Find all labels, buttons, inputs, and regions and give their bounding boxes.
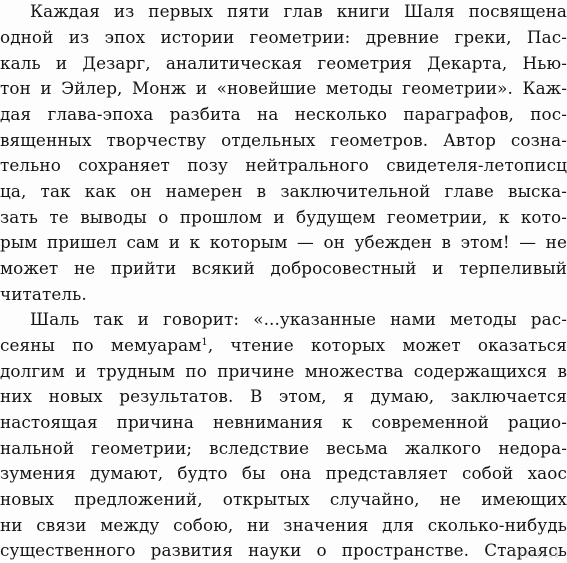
paragraph-1-line-1: Каждая из первых пяти глав книги Шаля посвящена	[30, 1, 567, 21]
footnote-marker: 1	[201, 337, 208, 348]
paragraph-2-line-8: новых предложений, открытых случайно, не имеющих	[0, 489, 567, 509]
paragraph-1-line-7: тельно сохраняет позу нейтрального свидетеля-летописц	[0, 155, 567, 175]
paragraph-1-line-12: читатель.	[0, 284, 87, 304]
paragraph-1-line-5: дая глава-эпоха разбита на несколько параграфов, пос-	[0, 104, 567, 124]
paragraph-2-line-10: существенного развития науки о пространстве. Стараясь	[0, 540, 567, 560]
paragraph-2-line-6: нальной геометрии; вследствие весьма жалкого недора-	[0, 438, 567, 458]
paragraph-2-line-1: Шаль так и говорит: «...указанные нами методы рас-	[30, 309, 567, 329]
paragraph-2-line-4: них новых результатов. В этом, я думаю, заключается	[0, 386, 567, 406]
paragraph-1-line-4: тон и Эйлер, Монж и «новейшие методы геометрии». Каж-	[0, 78, 567, 98]
paragraph-1-line-11: может не прийти всякий добросовестный и терпеливый	[0, 258, 567, 278]
paragraph-1-line-9: зать те выводы о прошлом и будущем геометрии, к кото-	[0, 207, 567, 227]
paragraph-2-line-2	[0, 332, 567, 358]
paragraph-1-line-2: одной из эпох истории геометрии: древние греки, Пас-	[0, 27, 567, 47]
paragraph-2-line-5: настоящая причина невнимания к современной рацио-	[0, 412, 567, 432]
line-text-before-footnote: сеяны по мемуарам	[0, 335, 202, 355]
paragraph-2-line-3: долгим и трудным по причине множества содержащихся в	[0, 361, 567, 381]
paragraph-1-line-6: вященных творчеству отдельных геометров. Автор созна-	[0, 130, 567, 150]
paragraph-2-line-9: ни связи между собою, ни значения для сколько-нибудь	[0, 515, 567, 535]
line-text-after-footnote: , чтение которых может оказаться	[207, 335, 567, 355]
paragraph-1-line-8: ца, так как он намерен в заключительной главе выска-	[0, 181, 567, 201]
paragraph-1-line-3: каль и Дезарг, аналитическая геометрия Декарта, Нью-	[0, 53, 567, 73]
paragraph-1-line-10: рым пришел сам и к которым — он убежден в этом! — не	[0, 232, 567, 252]
paragraph-2-line-7: зумения думают, будто бы она представляет собой хаос	[0, 463, 567, 483]
page-edge-mark	[513, 550, 559, 558]
